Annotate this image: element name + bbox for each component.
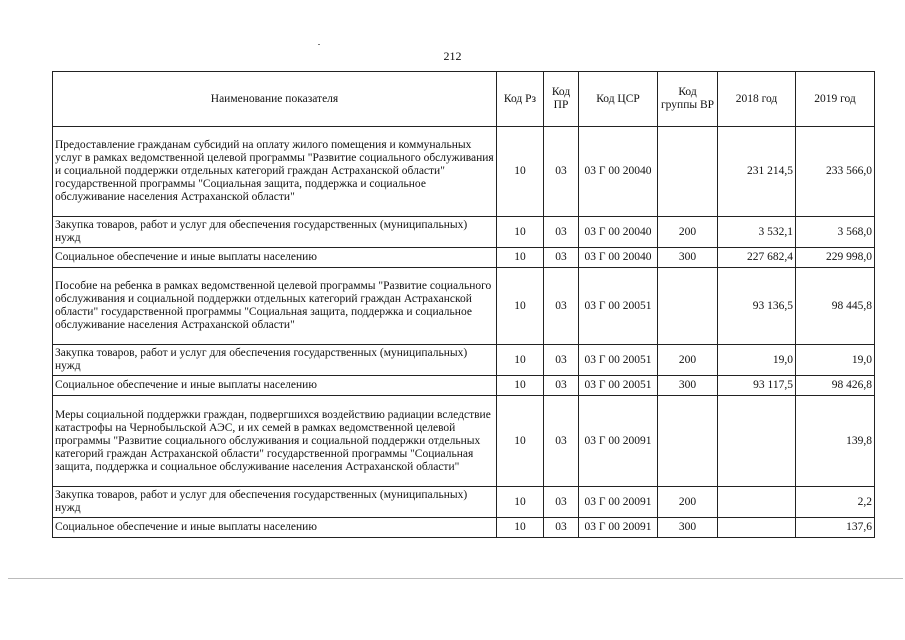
row-rz: 10 [497,345,544,376]
row-2019: 233 566,0 [796,127,875,217]
table-row [53,268,875,345]
row-rz: 10 [497,217,544,248]
table-row [53,217,875,248]
row-2018 [718,487,796,518]
row-2018 [718,518,796,538]
row-name: Закупка товаров, работ и услуг для обеспечения государственных (муниципальных) нужд [53,217,497,248]
bottom-divider [8,578,903,579]
row-pr: 03 [544,217,579,248]
header-csr: Код ЦСР [579,72,658,127]
row-rz: 10 [497,396,544,487]
row-name: Пособие на ребенка в рамках ведомственной целевой программы "Развитие социального обслуживания и социальной поддержки отдельных категорий граждан Астраханской области" государственной программы "Социальная защита, поддержка и социальное обслуживание населения Астраханской области" [53,268,497,345]
header-2018: 2018 год [718,72,796,127]
row-name: Меры социальной поддержки граждан, подвергшихся воздействию радиации вследствие катастрофы на Чернобыльской АЭС, и их семей в рамках ведомственной целевой программы "Развитие социального обслуживания и социальной поддержки отдельных категорий граждан Астраханской области" государственной программы "Социальная защита, поддержка и социальное обслуживание населения Астраханской области" [53,396,497,487]
header-vr: Код группы ВР [658,72,718,127]
row-2018: 3 532,1 [718,217,796,248]
row-rz: 10 [497,127,544,217]
row-2019: 2,2 [796,487,875,518]
row-pr: 03 [544,396,579,487]
row-vr [658,127,718,217]
row-rz: 10 [497,268,544,345]
row-rz: 10 [497,487,544,518]
row-csr: 03 Г 00 20091 [579,487,658,518]
row-csr: 03 Г 00 20051 [579,345,658,376]
row-name: Социальное обеспечение и иные выплаты населению [53,376,497,396]
row-name: Закупка товаров, работ и услуг для обеспечения государственных (муниципальных) нужд [53,487,497,518]
row-rz: 10 [497,248,544,268]
table-row [53,518,875,538]
row-2018: 227 682,4 [718,248,796,268]
row-2019: 229 998,0 [796,248,875,268]
row-2019: 139,8 [796,396,875,487]
row-vr: 200 [658,345,718,376]
row-vr: 300 [658,518,718,538]
table-header-row [53,72,875,127]
row-name: Закупка товаров, работ и услуг для обеспечения государственных (муниципальных) нужд [53,345,497,376]
row-csr: 03 Г 00 20040 [579,248,658,268]
row-pr: 03 [544,268,579,345]
row-2019: 137,6 [796,518,875,538]
row-2018: 93 136,5 [718,268,796,345]
row-csr: 03 Г 00 20051 [579,268,658,345]
table-row [53,487,875,518]
row-2018: 231 214,5 [718,127,796,217]
header-2019: 2019 год [796,72,875,127]
row-name: Социальное обеспечение и иные выплаты населению [53,248,497,268]
row-vr: 200 [658,217,718,248]
row-rz: 10 [497,376,544,396]
row-pr: 03 [544,376,579,396]
row-2019: 19,0 [796,345,875,376]
page-number: 212 [443,49,462,63]
row-name: Предоставление гражданам субсидий на оплату жилого помещения и коммунальных услуг в рамках ведомственной целевой программы "Развитие социального обслуживания и социальной поддержки отдельных категорий граждан Астраханской области" государственной программы "Социальная защита, поддержка и социальное обслуживание населения Астраханской области" [53,127,497,217]
row-csr: 03 Г 00 20040 [579,127,658,217]
table-row [53,127,875,217]
scan-speck [318,44,320,45]
row-vr [658,268,718,345]
table-row [53,345,875,376]
row-2018: 93 117,5 [718,376,796,396]
row-pr: 03 [544,518,579,538]
row-name: Социальное обеспечение и иные выплаты населению [53,518,497,538]
row-pr: 03 [544,487,579,518]
row-csr: 03 Г 00 20040 [579,217,658,248]
row-vr [658,396,718,487]
row-vr: 300 [658,376,718,396]
row-csr: 03 Г 00 20051 [579,376,658,396]
row-rz: 10 [497,518,544,538]
row-vr: 200 [658,487,718,518]
table-row [53,376,875,396]
header-rz: Код Рз [497,72,544,127]
row-csr: 03 Г 00 20091 [579,396,658,487]
header-pr: Код ПР [544,72,579,127]
row-2019: 3 568,0 [796,217,875,248]
table-row [53,248,875,268]
budget-table [52,71,875,538]
row-2019: 98 445,8 [796,268,875,345]
row-vr: 300 [658,248,718,268]
row-pr: 03 [544,345,579,376]
header-name: Наименование показателя [53,72,497,127]
row-2018 [718,396,796,487]
row-2019: 98 426,8 [796,376,875,396]
row-pr: 03 [544,248,579,268]
row-2018: 19,0 [718,345,796,376]
table-row [53,396,875,487]
row-csr: 03 Г 00 20091 [579,518,658,538]
row-pr: 03 [544,127,579,217]
